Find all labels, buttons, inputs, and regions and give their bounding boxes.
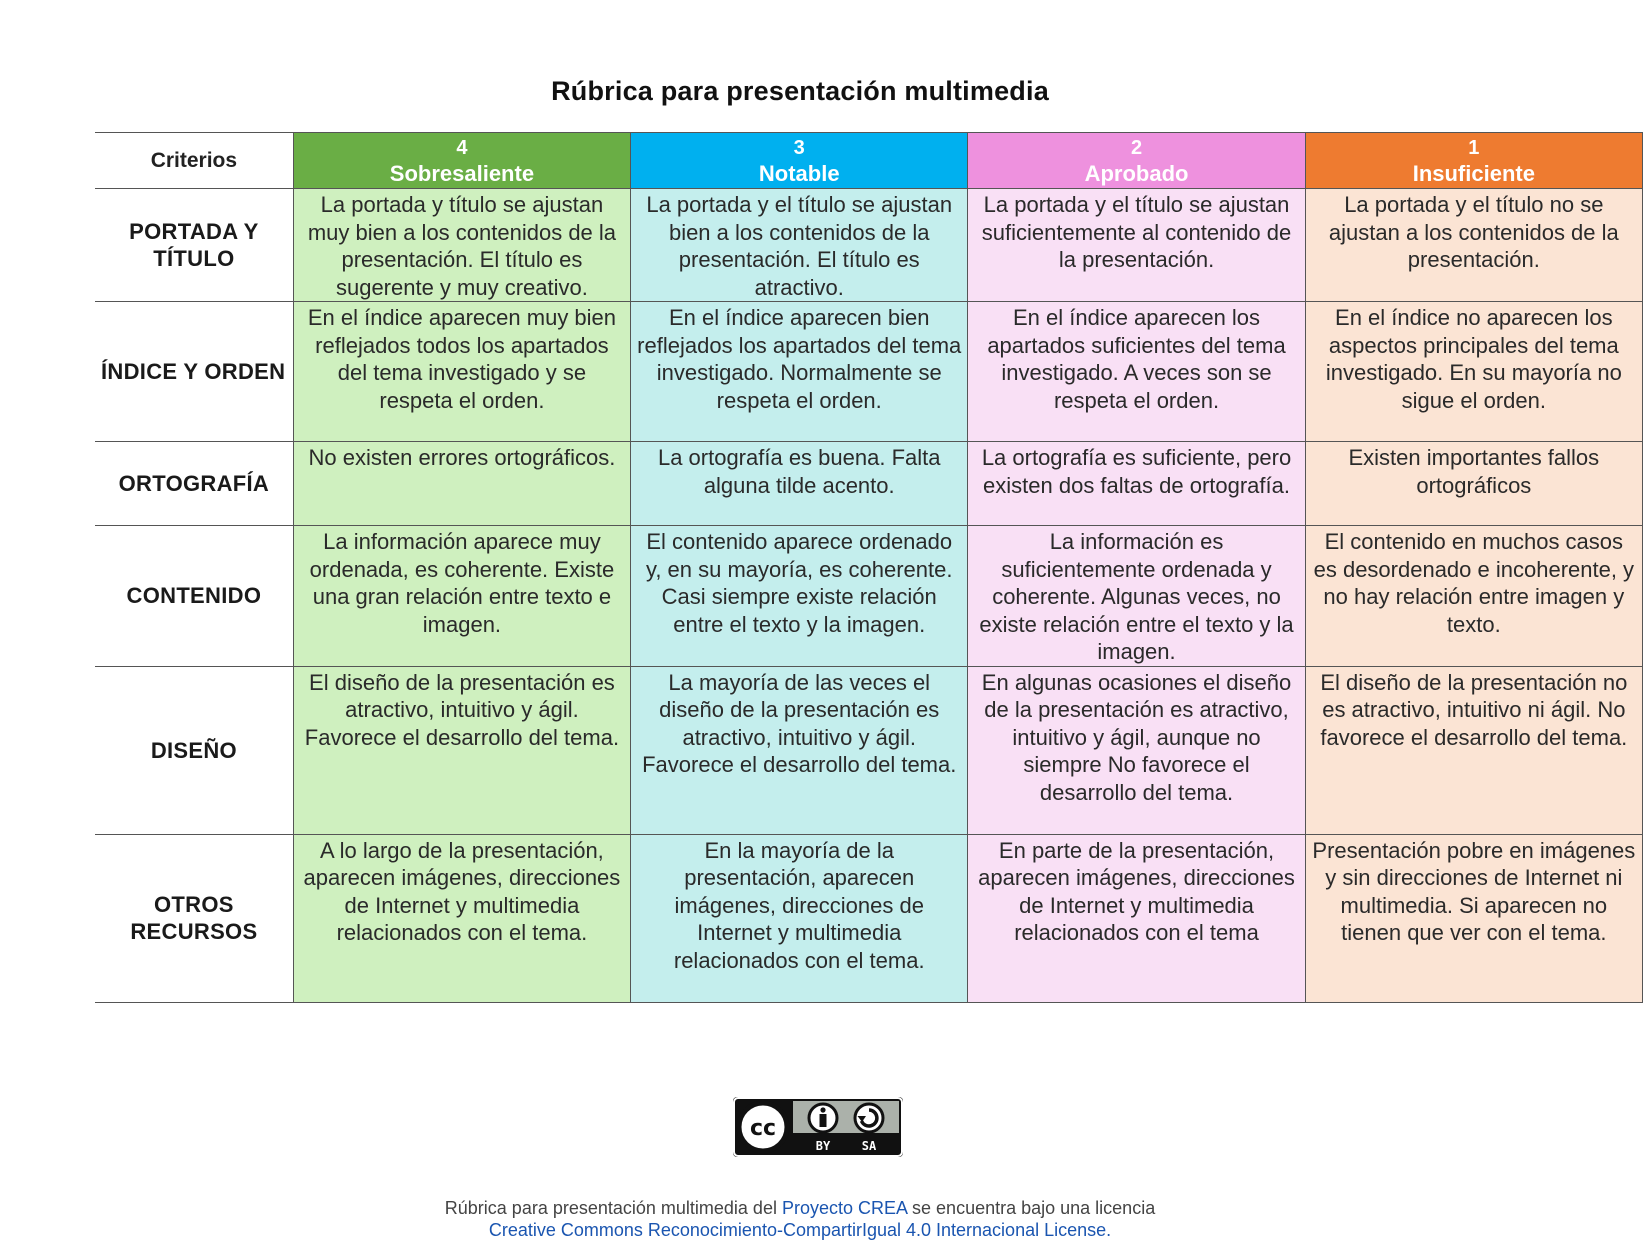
criterion-label: ÍNDICE Y ORDEN: [95, 302, 293, 442]
rubric-cell: La portada y el título no se ajustan a los contenidos de la presentación.: [1305, 189, 1642, 302]
rubric-cell: El diseño de la presentación es atractivo, intuitivo y ágil. Favorece el desarrollo del tema.: [293, 666, 630, 834]
criterion-label: PORTADA Y TÍTULO: [95, 189, 293, 302]
rubric-table: [95, 132, 1643, 1003]
license-suffix: se encuentra bajo una licencia: [907, 1198, 1156, 1218]
rubric-cell: En la mayoría de la presentación, aparecen imágenes, direcciones de Internet y multimedia relacionados con el tema.: [631, 834, 968, 1002]
rubric-cell: La portada y el título se ajustan suficientemente al contenido de la presentación.: [968, 189, 1305, 302]
rubric-row-recursos: [95, 834, 1643, 1002]
level-number: 3: [793, 136, 805, 159]
rubric-cell: Presentación pobre en imágenes y sin direcciones de Internet ni multimedia. Si aparecen no tienen que ver con el tema.: [1305, 834, 1642, 1002]
rubric-cell: No existen errores ortográficos.: [293, 442, 630, 526]
rubric-cell: A lo largo de la presentación, aparecen imágenes, direcciones de Internet y multimedia relacionados con el tema.: [293, 834, 630, 1002]
rubric-row-contenido: [95, 526, 1643, 667]
rubric-cell: La información aparece muy ordenada, es coherente. Existe una gran relación entre texto e imagen.: [293, 526, 630, 667]
rubric-row-ortografia: [95, 442, 1643, 526]
rubric-table-container: [95, 132, 1636, 1004]
cc-by-sa-icon[interactable]: [733, 1097, 903, 1157]
project-link[interactable]: Proyecto CREA: [781, 1198, 908, 1218]
level-number: 4: [456, 136, 468, 159]
rubric-cell: En parte de la presentación, aparecen imágenes, direcciones de Internet y multimedia relacionados con el tema: [968, 834, 1305, 1002]
level-number: 1: [1468, 136, 1480, 159]
rubric-cell: La ortografía es buena. Falta alguna tilde acento.: [631, 442, 968, 526]
criterion-label: OTROS RECURSOS: [95, 834, 293, 1002]
rubric-cell: En el índice aparecen los apartados suficientes del tema investigado. A veces son se respeta el orden.: [968, 302, 1305, 442]
license-prefix: Rúbrica para presentación multimedia del: [444, 1198, 782, 1218]
rubric-cell: El contenido aparece ordenado y, en su mayoría, es coherente. Casi siempre existe relación entre el texto y la imagen.: [631, 526, 968, 667]
cc-by-label: BY: [815, 1139, 831, 1153]
rubric-row-portada: [95, 189, 1643, 302]
rubric-row-indice: [95, 302, 1643, 442]
rubric-cell: En el índice aparecen muy bien reflejados todos los apartados del tema investigado y se respeta el orden.: [293, 302, 630, 442]
level-number: 2: [1130, 136, 1143, 159]
rubric-cell: Existen importantes fallos ortográficos: [1305, 442, 1642, 526]
rubric-cell: La información es suficientemente ordenada y coherente. Algunas veces, no existe relación entre el texto y la imagen.: [968, 526, 1305, 667]
rubric-row-diseno: [95, 666, 1643, 834]
rubric-cell: En el índice aparecen bien reflejados los apartados del tema investigado. Normalmente se respeta el orden.: [631, 302, 968, 442]
license-notice: [0, 1197, 1600, 1241]
svg-text:cc: cc: [749, 1116, 777, 1141]
rubric-cell: La portada y el título se ajustan bien a los contenidos de la presentación. El título es atractivo.: [631, 189, 968, 302]
document-title: Rúbrica para presentación multimedia: [551, 76, 1049, 106]
rubric-cell: La ortografía es suficiente, pero existen dos faltas de ortografía.: [968, 442, 1305, 526]
license-link[interactable]: Creative Commons Reconocimiento-CompartirIgual 4.0 Internacional License.: [488, 1220, 1112, 1240]
rubric-cell: La portada y título se ajustan muy bien a los contenidos de la presentación. El título es sugerente y muy creativo.: [293, 189, 630, 302]
level-name: Notable: [758, 160, 840, 186]
rubric-cell: En algunas ocasiones el diseño de la presentación es atractivo, intuitivo y ágil, aunque no siempre No favorece el desarrollo del tema.: [968, 666, 1305, 834]
level-header-2: [968, 133, 1305, 189]
level-header-3: [631, 133, 968, 189]
rubric-cell: El diseño de la presentación no es atractivo, intuitivo ni ágil. No favorece el desarrollo del tema.: [1305, 666, 1642, 834]
criterion-label: CONTENIDO: [95, 526, 293, 667]
header-row: [95, 133, 1643, 189]
level-name: Insuficiente: [1412, 160, 1535, 186]
rubric-cell: La mayoría de las veces el diseño de la presentación es atractivo, intuitivo y ágil. Favorece el desarrollo del tema.: [631, 666, 968, 834]
level-header-4: [293, 133, 630, 189]
level-name: Sobresaliente: [389, 160, 535, 186]
criteria-header: Criterios: [95, 133, 293, 189]
rubric-cell: El contenido en muchos casos es desordenado e incoherente, y no hay relación entre imagen y texto.: [1305, 526, 1642, 667]
level-name: Aprobado: [1084, 160, 1189, 186]
criterion-label: DISEÑO: [95, 666, 293, 834]
rubric-cell: En el índice no aparecen los aspectos principales del tema investigado. En su mayoría no sigue el orden.: [1305, 302, 1642, 442]
criterion-label: ORTOGRAFÍA: [95, 442, 293, 526]
level-header-1: [1305, 133, 1642, 189]
cc-sa-label: SA: [861, 1139, 877, 1153]
